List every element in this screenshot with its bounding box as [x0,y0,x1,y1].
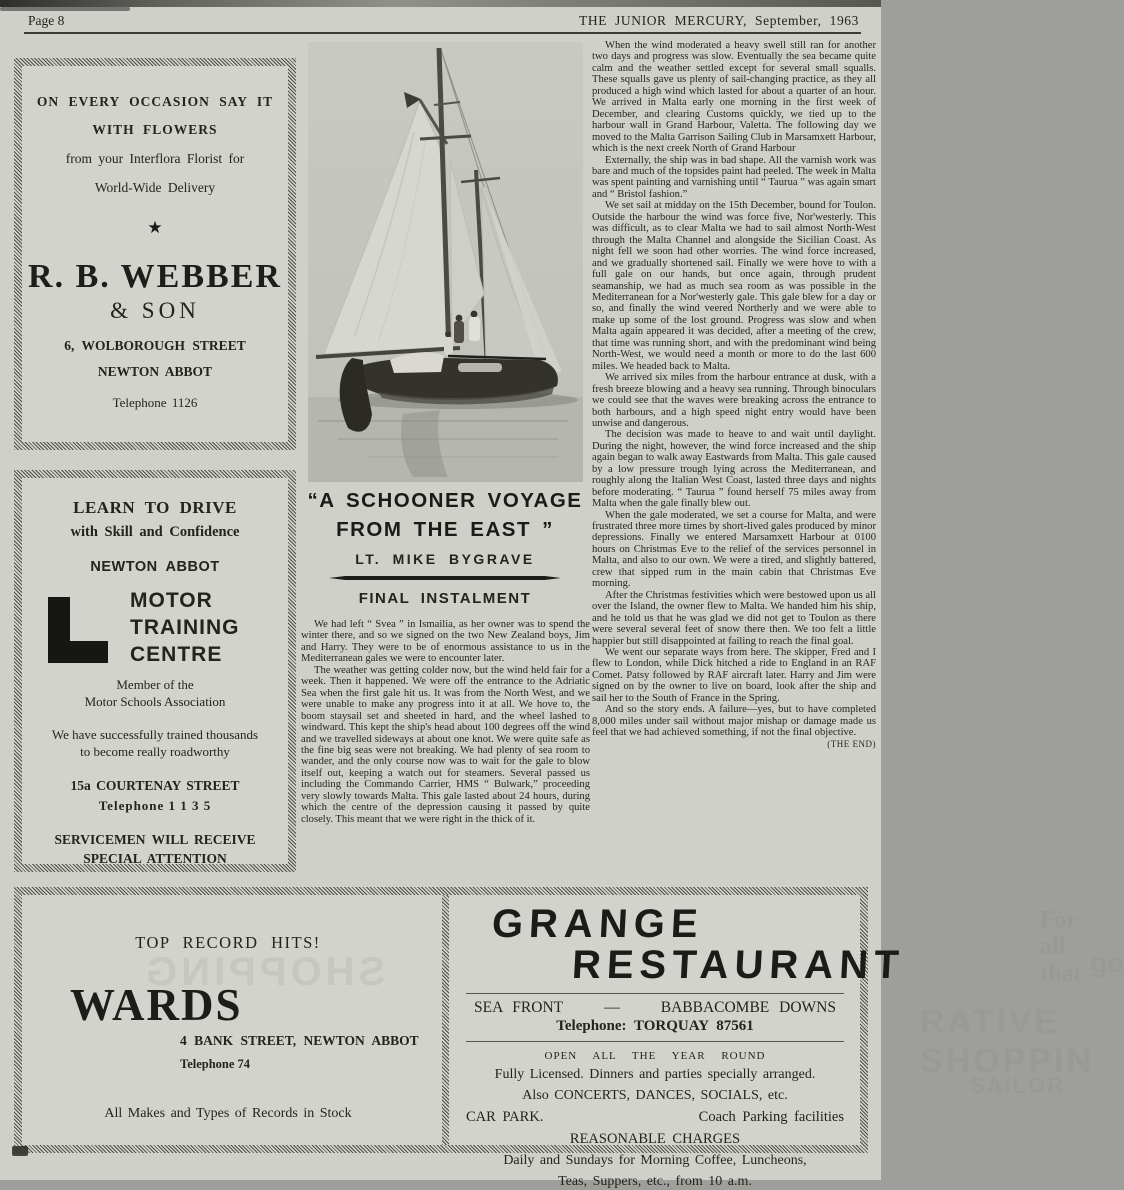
restaurant-name-line2: RESTAURANT [570,943,906,987]
restaurant-rule [466,1041,844,1042]
star-icon: ★ [147,218,163,237]
schooner-photo [308,42,583,482]
restaurant-ad [450,895,1124,1189]
mtc-line: TRAINING [130,616,240,639]
article-paragraph: We set sail at midday on the 15th December, bound for Toulon. Outside the harbour the wind was force five, Nor'westerly. This was difficult, as to clear Malta we had to sail almost North-West through the Malta Channel and alongside the Sicilian Coast. As night fell we soon had other worries. The wind force increased, and we gradually shortened sail. Finally we were hove to with a full gale on our hands, but once again, through prudent seamanship, we had as much sea room as was possible in the Mediterranean for a Nor'westerly gale. This gale blew for a day or so, and finally the wind veered Northerly and we were able to make up some of the lost ground. Progress was slow and when Malta again appeared it was decided, after a meeting of the crew, that time was running short, and with the predominant wind being North-West, we would need a month or more to do the last 600 miles. We headed back to Malta. [592,200,876,372]
footer-line: SERVICEMEN WILL RECEIVE [54,832,256,847]
article-column-2 [592,40,876,750]
article-paragraph: We arrived six miles from the harbour entrance at dusk, with a fresh breeze blowing and a heavy sea running. Through binoculars we could see that the waves were breaking across the entrance to both harbours, and a high speed night entry would have been unwise and dangerous. [592,372,876,429]
footer-line: SPECIAL ATTENTION [83,851,227,866]
restaurant-info-line: Fully Licensed. Dinners and parties specially arranged. [494,1067,816,1082]
membership-note [22,676,288,710]
florist-ad-line: World-Wide Delivery [94,180,216,195]
florist-ad-line: WITH FLOWERS [92,122,218,137]
scan-edge-artifact [0,0,881,7]
article-paragraph: The decision was made to heave to and wait until daylight. During the night, however, the wind force increased and the ship again began to walk away Eastwards from Malta. This gale caused by a low pressure trough lying across the Mediterranean, and roughly along the Italian West Coast, lasted three days and nights before moderating. “ Taurua ” found herself 75 miles away from Malta when the gale finally blew out. [592,429,876,510]
masthead: THE JUNIOR MERCURY, September, 1963 [579,13,859,28]
restaurant-phone-line [464,1018,846,1035]
restaurant-name-line1: GRANGE [490,902,705,946]
article-title-line2: FROM THE EAST ” [336,518,554,541]
florist-ad-line: ON EVERY OCCASION SAY IT [36,94,274,109]
restaurant-info-line: Also CONCERTS, DANCES, SOCIALS, etc. [522,1088,788,1103]
bleedthrough-text: SAILOR [970,1073,1066,1098]
membership-line: Motor Schools Association [84,694,226,709]
the-end-marker: (THE END) [827,738,876,749]
scan-edge-artifact-dark [0,7,130,11]
membership-line: Member of the [116,677,194,692]
florist-address: 6, WOLBOROUGH STREET [64,338,246,353]
tapered-rule [329,576,561,580]
final-paragraph-text: And so the story ends. A failure—yes, but to have completed 8,000 miles under sail without major mishap or damage made us feel that we had achieved something, if not the final objective. [592,704,876,739]
records-ad-headline: TOP RECORD HITS! [135,933,321,952]
florist-ad [14,58,296,450]
article-paragraph-final [592,704,876,749]
driving-ad-headline: LEARN TO DRIVE [73,498,237,517]
phone-label: Telephone: [556,1018,635,1034]
article-column-1 [301,619,590,825]
records-shop-address: 4 BANK STREET, NEWTON ABBOT [180,1033,419,1048]
location-right: BABBACOMBE DOWNS [660,999,836,1016]
records-shop-phone: Telephone 74 [180,1057,251,1071]
motor-training-centre-name [130,587,240,668]
article-paragraph: When the wind moderated a heavy swell still ran for another two days and progress was slow. Eventually the sea became quite calm and the weather settled except for several small squalls. These squalls gave us plenty of sail-changing practice, as they all produced a high wind which lasted for about a quarter of an hour. We arrived in Malta early one morning in the first week of December, and clearing Customs quickly, we tied up to the harbour wall in Grand Harbour, Valetta. The following day we moved to the Malta Garrison Sailing Club in Marsamxett Harbour, which is the next creek North of Grand Harbour [592,40,876,155]
article-paragraph: After the Christmas festivities which were bestowed upon us all over the Island, the owner flew to Malta. We handed him his ship, and he told us that he was glad we did not get to Toulon as there were several several feet of snow there then. We too felt a little happier but still disappointed at failing to reach the final goal. [592,589,876,647]
ads-divider [442,895,449,1145]
restaurant-open-line: OPEN ALL THE YEAR ROUND [544,1050,766,1062]
records-shop-name: WARDS [70,980,243,1030]
article-title-line1: “A SCHOONER VOYAGE [307,489,583,512]
restaurant-location-line [464,999,846,1017]
driving-ad-subhead: with Skill and Confidence [70,524,240,540]
article-paragraph: When the gale moderated, we set a course for Malta, and were frustrated three more times by short-lived gales produced by minor depressions. Finally we entered Marsamxett Harbour at 0100 hours on Christmas Eve to the relief of the services personnel in Malta, and also to our own. We were a tired, and slightly battered, crew that sipped rum in the main cabin that Christmas Eve morning. [592,509,876,590]
driving-ad-phone: Telephone 1 1 3 5 [98,798,212,813]
florist-name-suffix: & SON [110,298,200,323]
article-paragraph: We had left “ Svea ” in Ismailia, as her owner was to spend the winter there, and so we signed on the two New Zealand boys, Jim and Harry. They were to be of enormous assistance to us in the Mediterranean gales we were to encounter later. [301,619,590,665]
florist-ad-line: from your Interflora Florist for [65,151,245,166]
article-paragraph: The weather was getting colder now, but the wind held fair for a week. Then it happened. We were off the entrance to the Adriatic Sea when the first gale hit us. It was from the North West, and we were unable to make any progress into it at all. We hove to, the boom staysail set and sheeted in hard, and the wheel lashed to windward. This kept the ship's head about 100 degrees off the wind and we travelled sideways at about one knot. We were quite safe as the fine big seas were not breaking. We had plenty of sea room to wander, and the only course now was to wait for the gale to blow itself out, keeping a watch out for steamers. Several passed us including the Commando Carrier, HMS “ Bulwark,” proceeding very slowly towards Malta. This gale lasted about 24 hours, during which the centre of the depression causing it passed by quite closely. This meant that we were right in the thick of it. [301,664,590,825]
article-headline-block [300,486,590,607]
bleedthrough-text: RATIVE SHOPPIN [920,1003,1095,1080]
article-byline: LT. MIKE BYGRAVE [355,551,535,567]
bleedthrough-text: SHOPPING [142,950,386,994]
bleedthrough-text: For all that [1040,907,1082,987]
header-rule [24,32,861,34]
scan-ink-blob [12,1146,28,1156]
article-paragraph: We went our separate ways from here. The skipper, Fred and I flew to London, while Dick hitched a ride to England in an RAF Comet. Patsy followed by RAF aircraft later. Harry and Jim were signed on by the owner to live on board, look after the ship and sail her to the South of France in the Spring. [592,647,876,704]
mtc-line: MOTOR [130,589,213,612]
records-ad-footer: All Makes and Types of Records in Stock [104,1106,352,1121]
florist-phone: Telephone 1126 [112,395,198,410]
motor-training-centre-block [48,587,288,668]
location-left: SEA FRONT [474,999,564,1016]
learner-plate-icon [48,597,108,663]
phone-number: TORQUAY 87561 [634,1018,754,1034]
restaurant-charges-line: REASONABLE CHARGES [569,1131,741,1147]
bottom-ads-box [14,887,1124,1189]
coach-parking-text: Coach Parking facilities [698,1109,844,1125]
driving-ad-body: We have successfully trained thousands to become really roadworthy [51,727,259,759]
florist-address: NEWTON ABBOT [97,364,213,379]
driving-ad-town: NEWTON ABBOT [90,559,220,575]
restaurant-info-line: Daily and Sundays for Morning Coffee, Luncheons, [503,1153,807,1168]
driving-school-ad [14,470,296,872]
restaurant-rule [466,993,844,994]
restaurant-info-line: Teas, Suppers, etc., from 10 a.m. [558,1174,752,1189]
florist-name: R. B. WEBBER [28,258,282,295]
driving-ad-footer [22,830,288,868]
bleedthrough-text: go [1090,947,1124,978]
article-paragraph: Externally, the ship was in bad shape. All the varnish work was bare and much of the topsides paint had peeled. The week in Malta was spent painting and varnishing until “ Taurua ” was again smart and “ Bristol fashion.” [592,154,876,200]
location-dash: — [604,999,620,1016]
schooner-photo-graphic [308,42,583,482]
records-shop-ad [22,895,434,1145]
restaurant-parking-line [464,1109,846,1126]
mtc-line: CENTRE [130,643,223,666]
page-number: Page 8 [28,13,65,28]
car-park-text: CAR PARK. [466,1109,544,1125]
article-kicker: FINAL INSTALMENT [358,590,532,607]
driving-ad-address: 15a COURTENAY STREET [70,778,240,793]
